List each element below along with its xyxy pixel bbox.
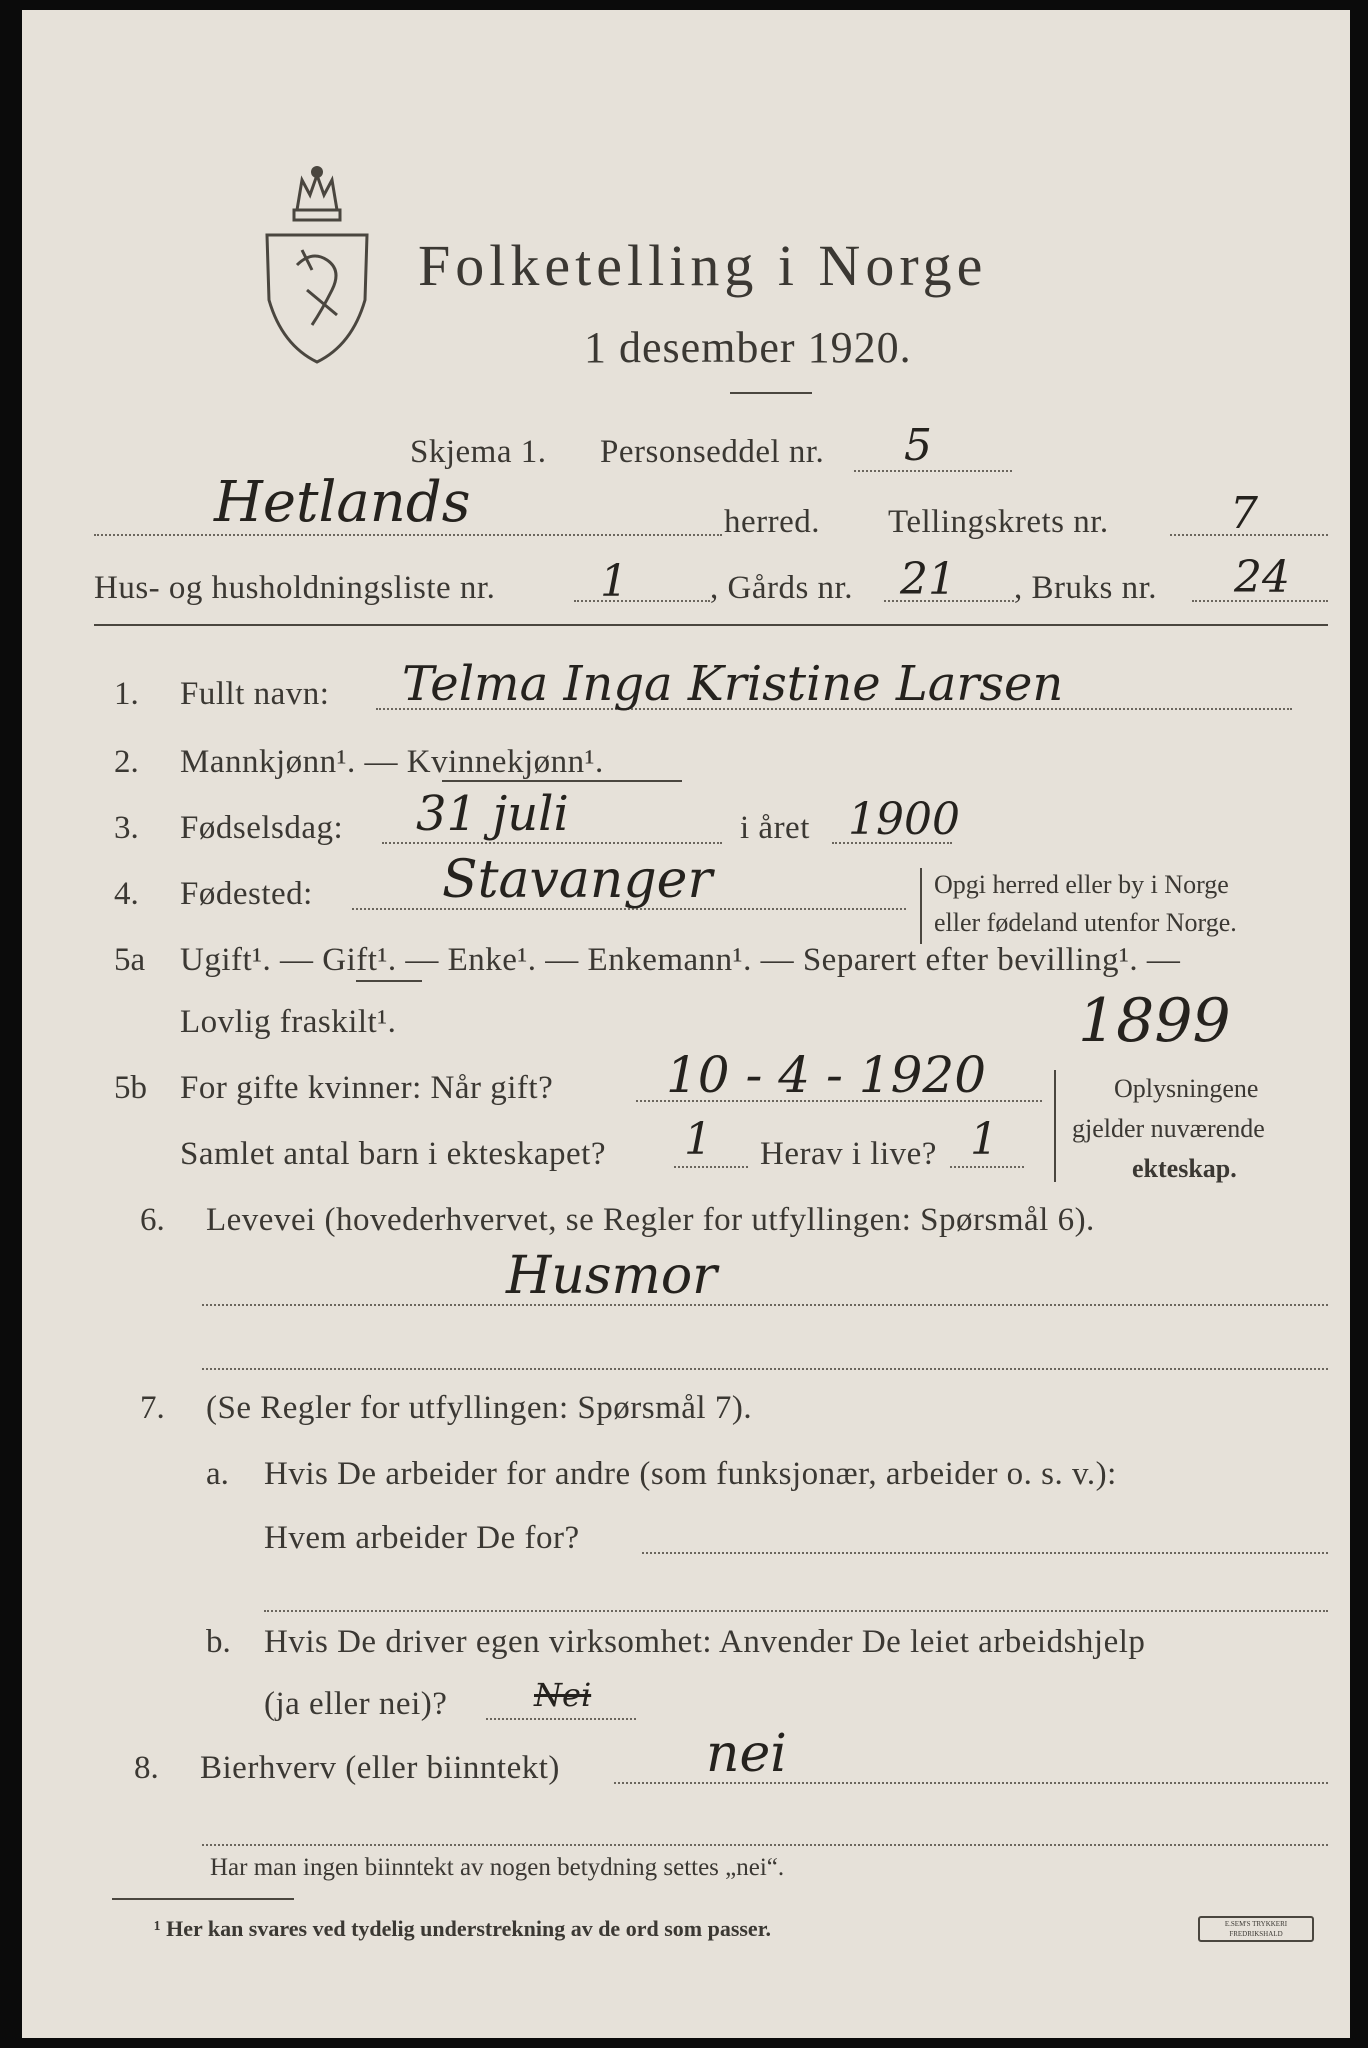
q5a-line1: Ugift¹. — Gift¹. — Enke¹. — Enkemann¹. — Separert efter bevilling¹. — (180, 942, 1181, 978)
q8-value: nei (706, 1724, 787, 1784)
q2-number: 2. (114, 744, 139, 780)
q8-note: Har man ingen biinntekt av nogen betydning settes „nei“. (210, 1854, 785, 1881)
printer-stamp-text: E.SEM'S TRYKKERI FREDRIKSHALD (1224, 1920, 1288, 1938)
q5b-label1: For gifte kvinner: Når gift? (180, 1070, 554, 1106)
q6-line2 (202, 1368, 1328, 1370)
q8-number: 8. (134, 1750, 159, 1786)
q4-number: 4. (114, 876, 139, 912)
q5b-value2: 1 (684, 1114, 712, 1165)
q7a-line2 (264, 1610, 1328, 1612)
q6-number: 6. (140, 1202, 165, 1238)
q7a-line1 (642, 1552, 1328, 1554)
footnote: ¹ Her kan svares ved tydelig understrekning av de ord som passer. (154, 1916, 771, 1941)
q3-line (382, 842, 722, 844)
q5b-annotation: 1899 (1078, 986, 1231, 1056)
q3-value: 31 juli (416, 786, 569, 842)
q5b-label3: Herav i live? (760, 1136, 937, 1172)
q2-label: Mannkjønn¹. — Kvinnekjønn¹. (180, 744, 604, 780)
q8-label: Bierhverv (eller biinntekt) (200, 1750, 560, 1786)
q6-label: Levevei (hovederhvervet, se Regler for utfyllingen: Spørsmål 6). (206, 1202, 1095, 1238)
q4-note-line1: Opgi herred eller by i Norge (934, 870, 1229, 899)
q5b-label2: Samlet antal barn i ekteskapet? (180, 1136, 607, 1172)
q5b-note-line3: ekteskap. (1132, 1154, 1237, 1183)
bruks-label: , Bruks nr. (1014, 570, 1158, 606)
q5a-number: 5a (114, 942, 146, 978)
personseddel-label: Personseddel nr. (600, 434, 825, 470)
bruks-value: 24 (1234, 552, 1290, 603)
q7b-label: Hvis De driver egen virksomhet: Anvender De leiet arbeidshjelp (264, 1624, 1146, 1660)
q7b-number: b. (206, 1624, 231, 1660)
hus-line (574, 600, 710, 602)
personseddel-line (854, 470, 1012, 472)
q3-year-label: i året (740, 810, 810, 846)
tellingskrets-label: Tellingskrets nr. (888, 504, 1109, 540)
q7b-value: Nei (534, 1676, 592, 1714)
q5b-note-bracket (1054, 1070, 1056, 1182)
q7b-line (486, 1718, 636, 1720)
q7a-number: a. (206, 1456, 229, 1492)
census-date: 1 desember 1920. (584, 323, 912, 372)
q3-year-value: 1900 (848, 794, 960, 845)
title-divider (730, 392, 812, 394)
personseddel-value: 5 (904, 420, 932, 471)
q7a-label: Hvis De arbeider for andre (som funksjonær, arbeider o. s. v.): (264, 1456, 1117, 1492)
q5b-note-line1: Oplysningene (1114, 1074, 1259, 1103)
tellingskrets-value: 7 (1230, 488, 1258, 539)
herred-line (94, 534, 722, 536)
footnote-rule (112, 1898, 294, 1900)
q4-label: Fødested: (180, 876, 313, 912)
q2-underline-kvinnekjonn (442, 780, 682, 782)
q5b-note-line2: gjelder nuværende (1072, 1114, 1265, 1143)
q5a-line2: Lovlig fraskilt¹. (180, 1004, 397, 1040)
printer-stamp (1198, 1916, 1314, 1942)
hus-value: 1 (600, 556, 628, 607)
herred-label: herred. (724, 504, 821, 540)
hus-label: Hus- og husholdningsliste nr. (94, 570, 496, 606)
gards-label: , Gårds nr. (710, 570, 853, 606)
q8-line2 (202, 1844, 1328, 1846)
q7-number: 7. (140, 1390, 165, 1426)
norway-coat-of-arms-icon (252, 150, 382, 370)
q5b-number: 5b (114, 1070, 147, 1106)
header-rule (94, 624, 1328, 626)
q6-line1 (202, 1304, 1328, 1306)
form-title: Folketelling i Norge (418, 233, 988, 298)
q4-value: Stavanger (442, 850, 713, 910)
q4-note-line2: eller fødeland utenfor Norge. (934, 908, 1237, 937)
q5b-value1: 10 - 4 - 1920 (666, 1046, 987, 1104)
gards-value: 21 (900, 554, 956, 605)
q3-label: Fødselsdag: (180, 810, 344, 846)
q5b-value3: 1 (970, 1114, 998, 1165)
q7-label: (Se Regler for utfyllingen: Spørsmål 7). (206, 1390, 753, 1426)
q5a-underline-gift (356, 980, 422, 982)
q6-value: Husmor (506, 1246, 717, 1306)
q4-note-bracket (920, 868, 922, 944)
q5b-line3 (950, 1166, 1024, 1168)
herred-value: Hetlands (214, 470, 471, 535)
q3-number: 3. (114, 810, 139, 846)
q7a-label2: Hvem arbeider De for? (264, 1520, 580, 1556)
skjema-label: Skjema 1. (410, 434, 547, 470)
q1-value: Telma Inga Kristine Larsen (402, 656, 1064, 712)
q5b-line2 (674, 1166, 748, 1168)
census-form (22, 10, 1350, 2038)
q1-label: Fullt navn: (180, 676, 330, 712)
q1-number: 1. (114, 676, 139, 712)
q7b-label2: (ja eller nei)? (264, 1686, 448, 1722)
